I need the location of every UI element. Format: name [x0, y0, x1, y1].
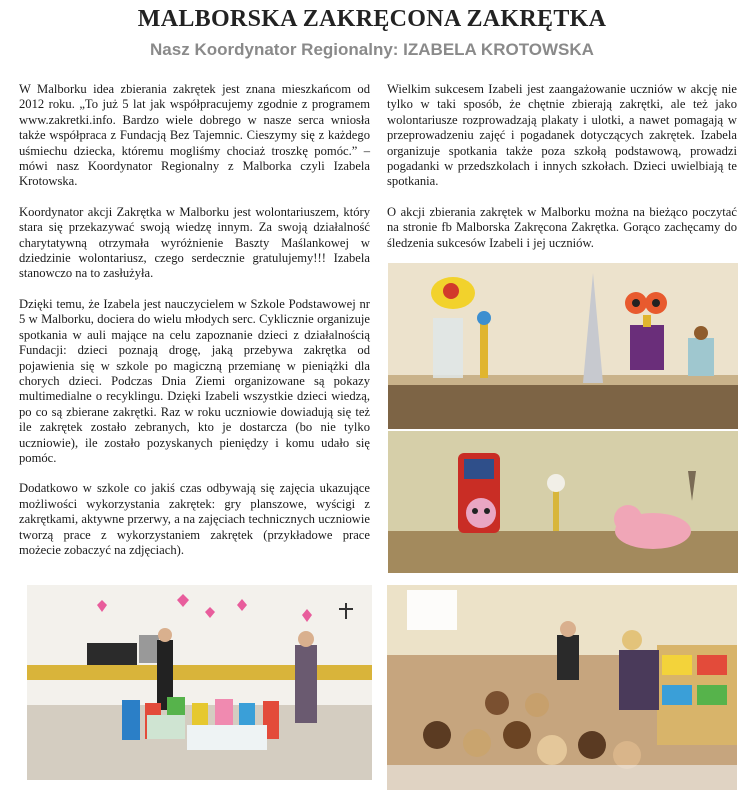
- paragraph: Dzięki temu, że Izabela jest nauczycielem w Szkole Podstawowej nr 5 w Malborku, dociera do wielu młodych serc. Cyklicznie organizuje spotkania w auli mające na celu zapoznanie dzieci z działalnością Fundacji: dzieci poznają drogę, jaką przebywa zakrętka od pojawienia się w szkole po magiczną przemianę w pieniążki dla chorych dzieci. Podczas Dnia Ziemi organizowane są pokazy multimedialne o recyklingu. Dzięki Izabeli wszystkie dzieci wiedzą, po co są zbierane zakrętki. Raz w roku uczniowie dowiadują się też ile zakrętek zostało zebranych, kto je dostarcza (bo nie tylko uczniowie), ile zostało pozyskanych pieniędzy i komu udało się pomóc.: [19, 296, 370, 465]
- photo-illustration: [27, 585, 372, 780]
- photo-illustration: [388, 263, 738, 429]
- bottle-cap-animals-photo: [388, 431, 738, 573]
- paragraph: W Malborku idea zbierania zakrętek jest znana mieszkańcom od 2012 roku. „To już 5 lat jak współpracujemy zgodnie z programem www.zakretki.info. Bardzo wiele dobrego w nasze serca wniosła także współpraca z Fundacją Bez Tajemnic. Cieszymy się z każdego uśmiechu dziecka, któremu mogliśmy chociaż troszkę pomóc.” – mówi nasz Koordynator Regionalny z Malborka czyli Izabela Krotowska.: [19, 82, 370, 189]
- bottle-cap-figures-photo: [388, 263, 738, 429]
- left-column: [19, 82, 370, 573]
- paragraph: O akcji zbierania zakrętek w Malborku można na bieżąco poczytać na stronie fb Malborska Zakręcona Zakrętka. Gorąco zachęcamy do śledzenia sukcesów Izabeli i jej uczniów.: [387, 204, 737, 250]
- page-title: MALBORSKA ZAKRĘCONA ZAKRĘTKA: [137, 6, 607, 32]
- photo-illustration: [387, 585, 737, 790]
- paragraph: Koordynator akcji Zakrętka w Malborku jest wolontariuszem, który stara się przekazywać swoją wiedzę innym. Za swoją działalność charytatywną otrzymała wyróżnienie Baszty Maślankowej w dziedzinie wolontariusz, czego serdecznie gratulujemy!!! Izabela stanowczo na to zasłużyła.: [19, 204, 370, 281]
- paragraph: Wielkim sukcesem Izabeli jest zaangażowanie uczniów w akcję nie tylko w taki sposób, że chętnie zbierają zakrętki, ale też jako wolontariusze rozprowadzają plakaty i ulotki, a nawet pomagają w przeprowadzeniu zajęć i pogadanek dotyczących zakrętek. Izabela organizuje spotkania także poza szkołą podstawową, prowadzi pogadanki w przedszkolach i innych szkołach. Dzieci uwielbiają te spotkania.: [387, 82, 737, 189]
- right-column: [387, 82, 737, 266]
- paragraph: Dodatkowo w szkole co jakiś czas odbywają się zajęcia ukazujące możliwości wykorzystania zakrętek: gry planszowe, wyścigi z zakrętkami, aktywne przerwy, a na zajęciach technicznych uczniowie tworzą prace z wykorzystaniem zakrętek (przykładowe prace możecie zobaczyć na zdjęciach).: [19, 481, 370, 557]
- children-listening-photo: [387, 585, 737, 790]
- page-subtitle: Nasz Koordynator Regionalny: IZABELA KROTOWSKA: [150, 40, 594, 59]
- photo-illustration: [388, 431, 738, 573]
- classroom-group-photo: [27, 585, 372, 780]
